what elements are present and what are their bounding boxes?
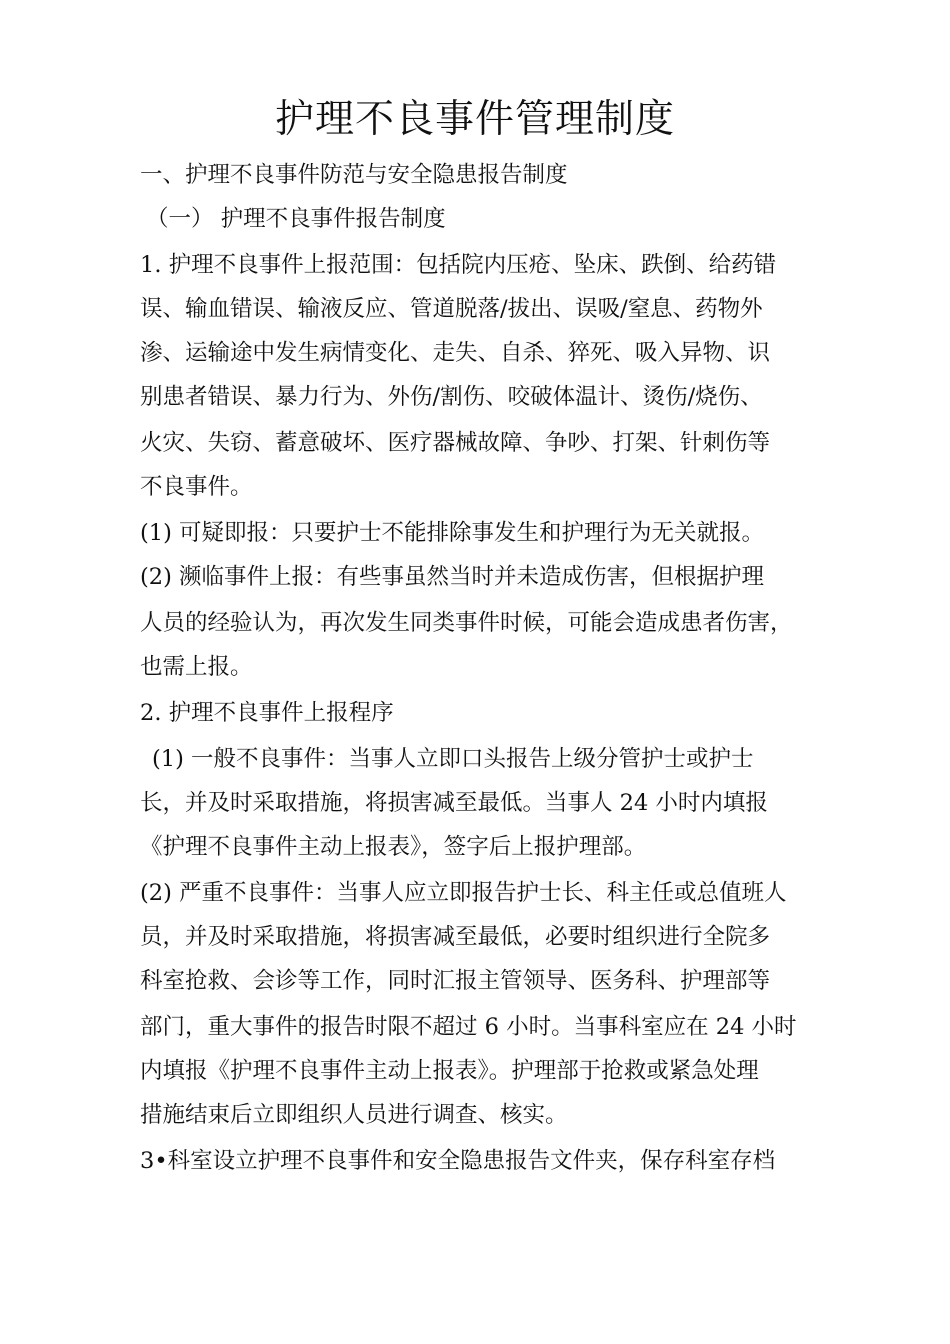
paragraph-line: 措施结束后立即组织人员进行调查、核实。 (140, 1102, 568, 1128)
paragraph-line: 渗、运输途中发生病情变化、走失、自杀、猝死、吸入异物、识 (140, 340, 771, 366)
paragraph-line: 人员的经验认为，再次发生同类事件时候，可能会造成患者伤害， (140, 610, 793, 636)
paragraph-line: 长，并及时采取措施，将损害减至最低。当事人 24 小时内填报 (140, 790, 768, 816)
paragraph-line: 2. 护理不良事件上报程序 (140, 700, 394, 726)
paragraph-line: 误、输血错误、输液反应、管道脱落/拔出、误吸/窒息、药物外 (140, 296, 763, 322)
paragraph-line: (2) 严重不良事件：当事人应立即报告护士长、科主任或总值班人 (140, 880, 787, 906)
paragraph-line: 别患者错误、暴力行为、外伤/割伤、咬破体温计、烫伤/烧伤、 (140, 384, 763, 410)
paragraph-line: (1) 可疑即报：只要护士不能排除事发生和护理行为无关就报。 (140, 520, 765, 546)
document-title: 护理不良事件管理制度 (274, 97, 675, 142)
paragraph-line: 内填报《护理不良事件主动上报表》。护理部于抢救或紧急处理 (140, 1058, 759, 1084)
paragraph-line: 《护理不良事件主动上报表》，签字后上报护理部。 (140, 834, 647, 860)
paragraph-line: 也需上报。 (140, 654, 253, 680)
subsection-heading: （一） 护理不良事件报告制度 (146, 206, 446, 232)
paragraph-line: 3•科室设立护理不良事件和安全隐患报告文件夹，保存科室存档 (140, 1148, 776, 1174)
paragraph-line: (2) 濒临事件上报：有些事虽然当时并未造成伤害，但根据护理 (140, 564, 765, 590)
paragraph-line: 员，并及时采取措施，将损害减至最低，必要时组织进行全院多 (140, 924, 771, 950)
paragraph-line: 科室抢救、会诊等工作，同时汇报主管领导、医务科、护理部等 (140, 968, 771, 994)
paragraph-line: 部门，重大事件的报告时限不超过 6 小时。当事科室应在 24 小时 (140, 1014, 797, 1040)
paragraph-line: 1. 护理不良事件上报范围：包括院内压疮、坠床、跌倒、给药错 (140, 252, 777, 278)
section-heading: 一、护理不良事件防范与安全隐患报告制度 (140, 162, 568, 188)
paragraph-line: 不良事件。 (140, 474, 253, 500)
paragraph-line: 火灾、失窃、蓄意破坏、医疗器械故障、争吵、打架、针刺伤等 (140, 430, 771, 456)
paragraph-line: (1) 一般不良事件：当事人立即口头报告上级分管护士或护士 (152, 746, 754, 772)
